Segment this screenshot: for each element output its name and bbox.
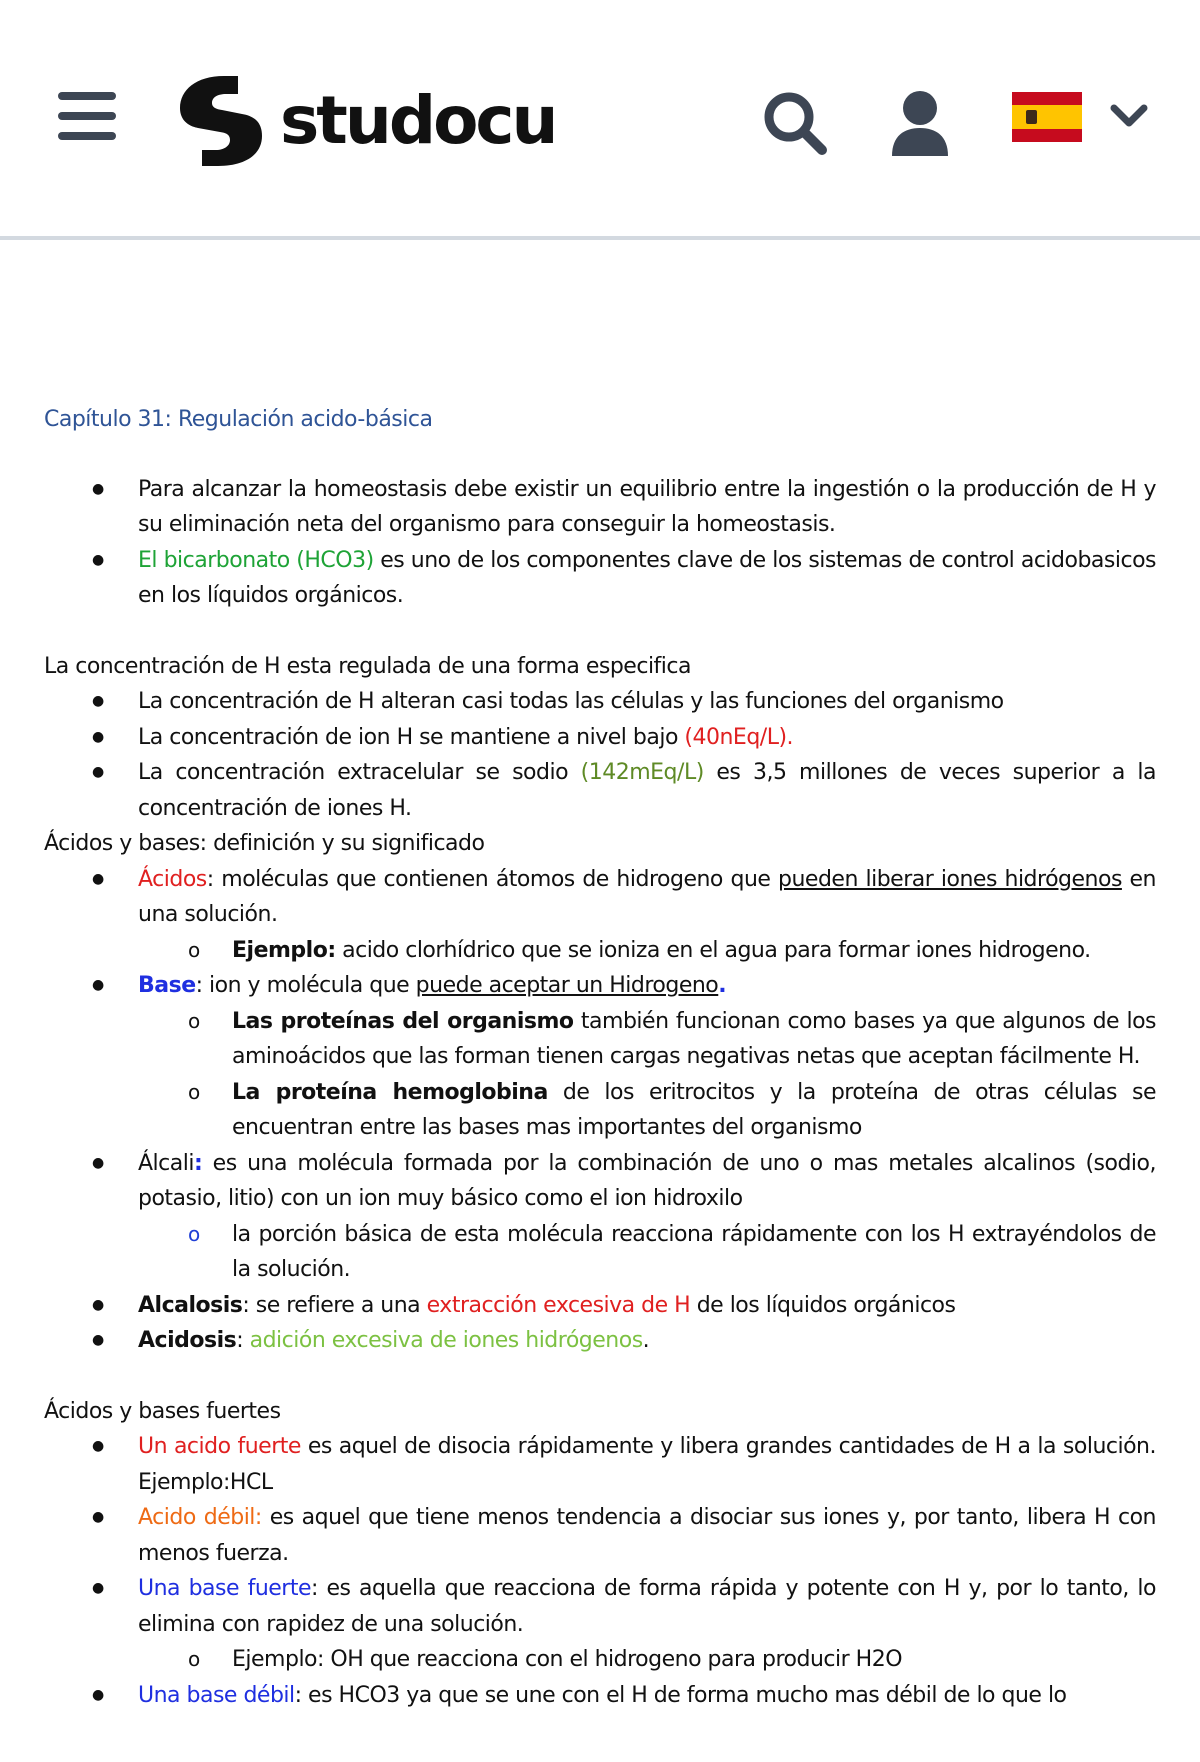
sub-list-item: o Las proteínas del organismo también funcionan como bases ya que algunos de los aminoácidos que las forman tienen cargas negativas netas que aceptan fácilmente H. <box>44 1004 1156 1075</box>
highlight-text: (142mEq/L) <box>580 760 704 785</box>
sub-list-item: o Ejemplo: OH que reacciona con el hidrogeno para producir H2O <box>44 1642 1156 1678</box>
list-item: ● Acidosis: adición excesiva de iones hidrógenos. <box>44 1323 1156 1359</box>
highlight-text: Una base débil <box>138 1682 295 1708</box>
chapter-title: Capítulo 31: Regulación acido-básica <box>44 407 433 432</box>
list-item: ● Base: ion y molécula que puede aceptar un Hidrogeno. <box>44 968 1156 1004</box>
highlight-text: Ácidos <box>138 866 207 892</box>
document-body <box>44 402 1156 1713</box>
sub-list-item: o La proteína hemoglobina de los eritrocitos y la proteína de otras células se encuentran entre las bases mas importantes del organismo <box>44 1075 1156 1146</box>
highlight-text: Un acido fuerte <box>138 1434 301 1459</box>
highlight-text: Acido débil: <box>138 1505 262 1530</box>
sub-list-item: o Ejemplo: acido clorhídrico que se ioniza en el agua para formar iones hidrogeno. <box>44 933 1156 969</box>
list-item: ● Ácidos: moléculas que contienen átomos de hidrogeno que pueden liberar iones hidrógenos en una solución. <box>44 862 1156 933</box>
highlight-text: El bicarbonato (HCO3) <box>138 547 374 573</box>
chevron-down-icon[interactable] <box>1108 96 1150 136</box>
strength-list <box>44 1429 1156 1713</box>
list-item: ● Para alcanzar la homeostasis debe existir un equilibrio entre la ingestión o la producción de H y su eliminación neta del organismo para conseguir la homeostasis. <box>44 472 1156 543</box>
studocu-logo[interactable] <box>172 70 556 170</box>
site-header <box>0 0 1200 240</box>
highlight-text: (40nEq/L). <box>684 724 794 750</box>
user-icon[interactable] <box>888 88 952 158</box>
highlight-text: Base <box>138 973 196 998</box>
highlight-text: Una base fuerte <box>138 1576 312 1601</box>
section-heading: La concentración de H esta regulada de una forma especifica <box>44 653 691 679</box>
list-item: ● Alcalosis: se refiere a una extracción excesiva de H de los líquidos orgánicos <box>44 1288 1156 1324</box>
list-item: ● Una base fuerte: es aquella que reacciona de forma rápida y potente con H y, por lo tanto, lo elimina con rapidez de una solución. <box>44 1571 1156 1642</box>
list-item: ● La concentración extracelular se sodio (142mEq/L) es 3,5 millones de veces superior a la concentración de iones H. <box>44 755 1156 826</box>
section-heading: Ácidos y bases: definición y su significado <box>44 831 485 856</box>
highlight-text: extracción excesiva de H <box>426 1292 691 1318</box>
list-item: ● Un acido fuerte es aquel de disocia rápidamente y libera grandes cantidades de H a la solución. Ejemplo:HCL <box>44 1429 1156 1500</box>
list-item: ● Acido débil: es aquel que tiene menos tendencia a disociar sus iones y, por tanto, libera H con menos fuerza. <box>44 1500 1156 1571</box>
definitions-list <box>44 862 1156 1359</box>
spain-flag-icon[interactable] <box>1012 92 1082 142</box>
list-item: ● La concentración de H alteran casi todas las células y las funciones del organismo <box>44 684 1156 720</box>
intro-list <box>44 472 1156 614</box>
sub-list-item: o la porción básica de esta molécula reacciona rápidamente con los H extrayéndolos de la solución. <box>44 1217 1156 1288</box>
list-item: ● Una base débil: es HCO3 ya que se une con el H de forma mucho mas débil de lo que lo <box>44 1678 1156 1714</box>
list-item: ● La concentración de ion H se mantiene a nivel bajo (40nEq/L). <box>44 720 1156 756</box>
brand-name: studocu <box>280 81 556 159</box>
search-icon[interactable] <box>760 88 830 158</box>
studocu-mark-icon <box>172 70 272 170</box>
list-item: ● El bicarbonato (HCO3) es uno de los componentes clave de los sistemas de control acidobasicos en los líquidos orgánicos. <box>44 543 1156 614</box>
highlight-text: adición excesiva de iones hidrógenos <box>249 1328 643 1353</box>
list-item: ● Álcali: es una molécula formada por la combinación de uno o mas metales alcalinos (sodio, potasio, litio) con un ion muy básico como el ion hidroxilo <box>44 1146 1156 1217</box>
hamburger-menu-icon[interactable] <box>58 92 116 140</box>
section-heading: Ácidos y bases fuertes <box>44 1398 281 1424</box>
concentration-list <box>44 684 1156 826</box>
